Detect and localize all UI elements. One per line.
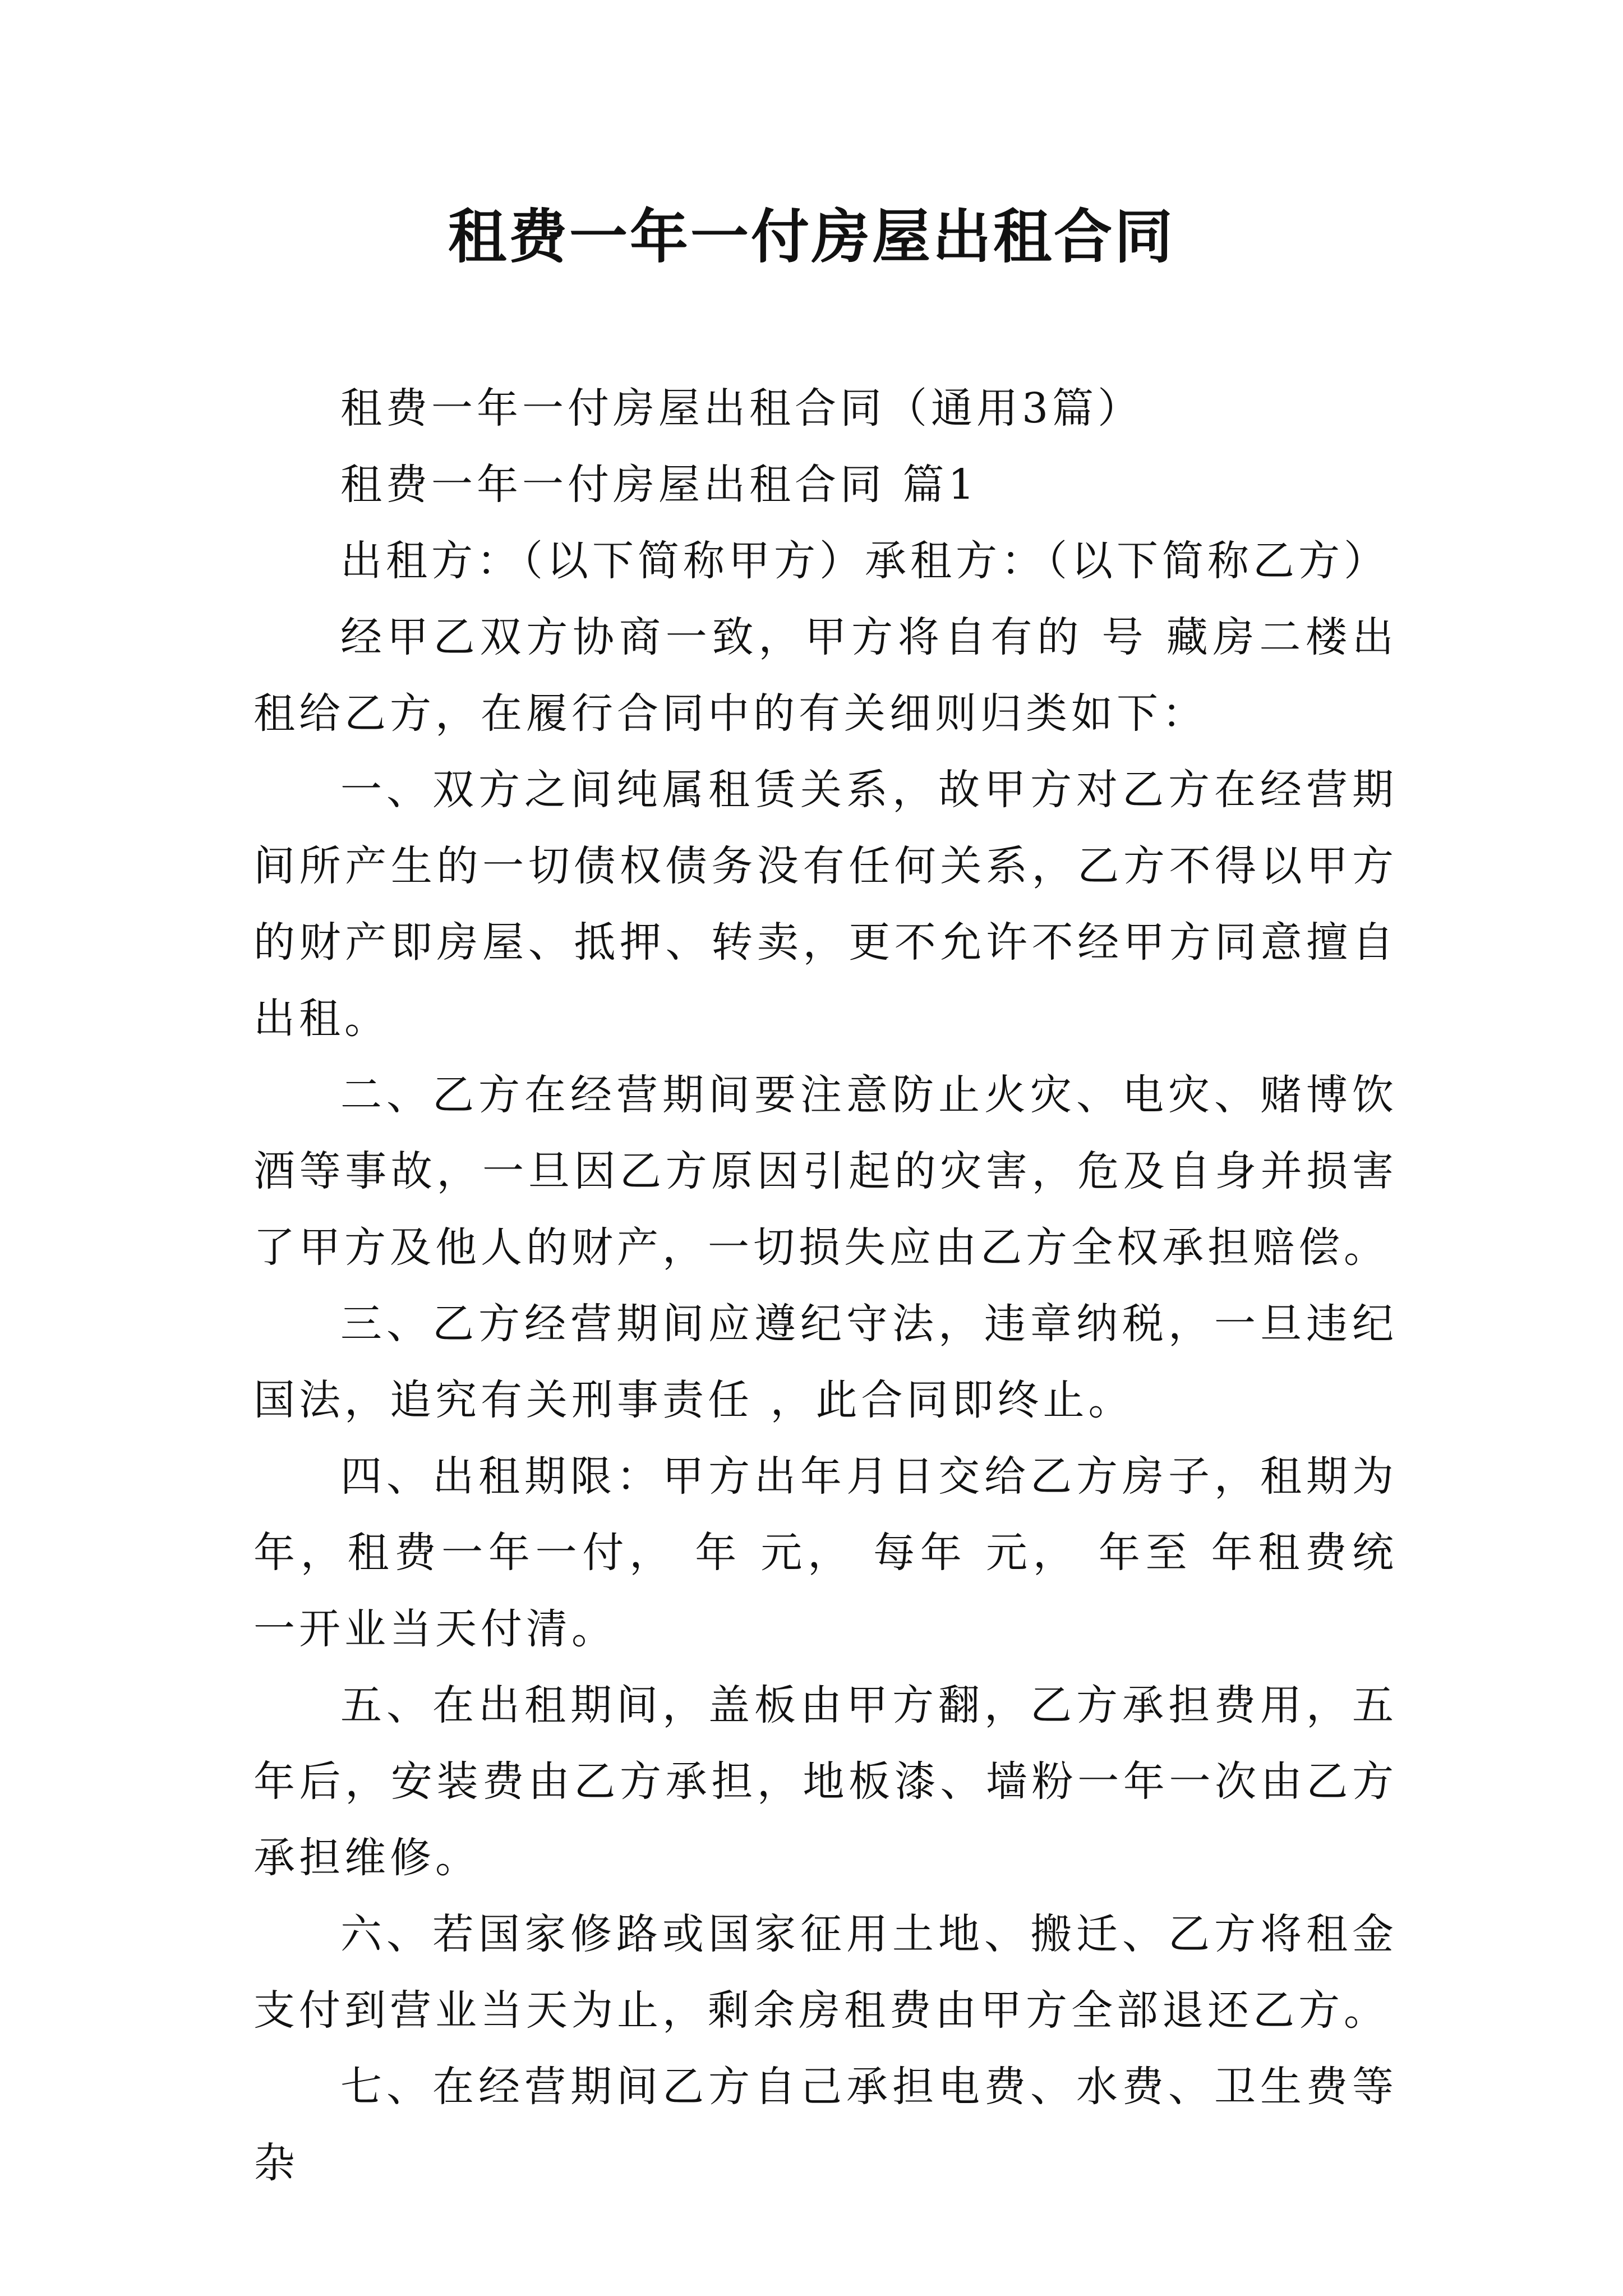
paragraph-clause-6: 六、若国家修路或国家征用土地、搬迁、乙方将租金支付到营业当天为止，剩余房租费由甲方全部退还乙方。 <box>253 1910 1398 2035</box>
paragraph-subtitle: 租费一年一付房屋出租合同（通用3篇） <box>340 384 1144 432</box>
paragraph-clause-5: 五、在出租期间，盖板由甲方翻，乙方承担费用，五年后，安装费由乙方承担，地板漆、墙粉一年一次由乙方承担维修。 <box>253 1681 1398 1882</box>
document-body <box>253 370 1398 2201</box>
document-title: 租费一年一付房屋出租合同 <box>448 203 1175 271</box>
paragraph-parties: 出租方：（以下简称甲方）承租方：（以下简称乙方） <box>340 537 1389 585</box>
paragraph-clause-7: 七、在经营期间乙方自己承担电费、水费、卫生费等杂 <box>253 2063 1398 2187</box>
paragraph-preamble: 经甲乙双方协商一致，甲方将自有的 号 藏房二楼出租给乙方，在履行合同中的有关细则归类如下： <box>253 613 1398 738</box>
paragraph-clause-3: 三、乙方经营期间应遵纪守法，违章纳税，一旦违纪国法，追究有关刑事责任 ，此合同即终止。 <box>253 1300 1398 1424</box>
paragraph-clause-2: 二、乙方在经营期间要注意防止火灾、电灾、赌博饮酒等事故，一旦因乙方原因引起的灾害，危及自身并损害了甲方及他人的财产，一切损失应由乙方全权承担赔偿。 <box>253 1071 1398 1272</box>
paragraph-clause-4: 四、出租期限：甲方出年月日交给乙方房子，租期为年，租费一年一付， 年 元， 每年 元， 年至 年租费统一开业当天付清。 <box>253 1452 1398 1653</box>
paragraph-section-heading: 租费一年一付房屋出租合同 篇1 <box>340 461 979 509</box>
paragraph-clause-1: 一、双方之间纯属租赁关系，故甲方对乙方在经营期间所产生的一切债权债务没有任何关系，乙方不得以甲方的财产即房屋、抵押、转卖，更不允许不经甲方同意擅自出租。 <box>253 766 1398 1043</box>
